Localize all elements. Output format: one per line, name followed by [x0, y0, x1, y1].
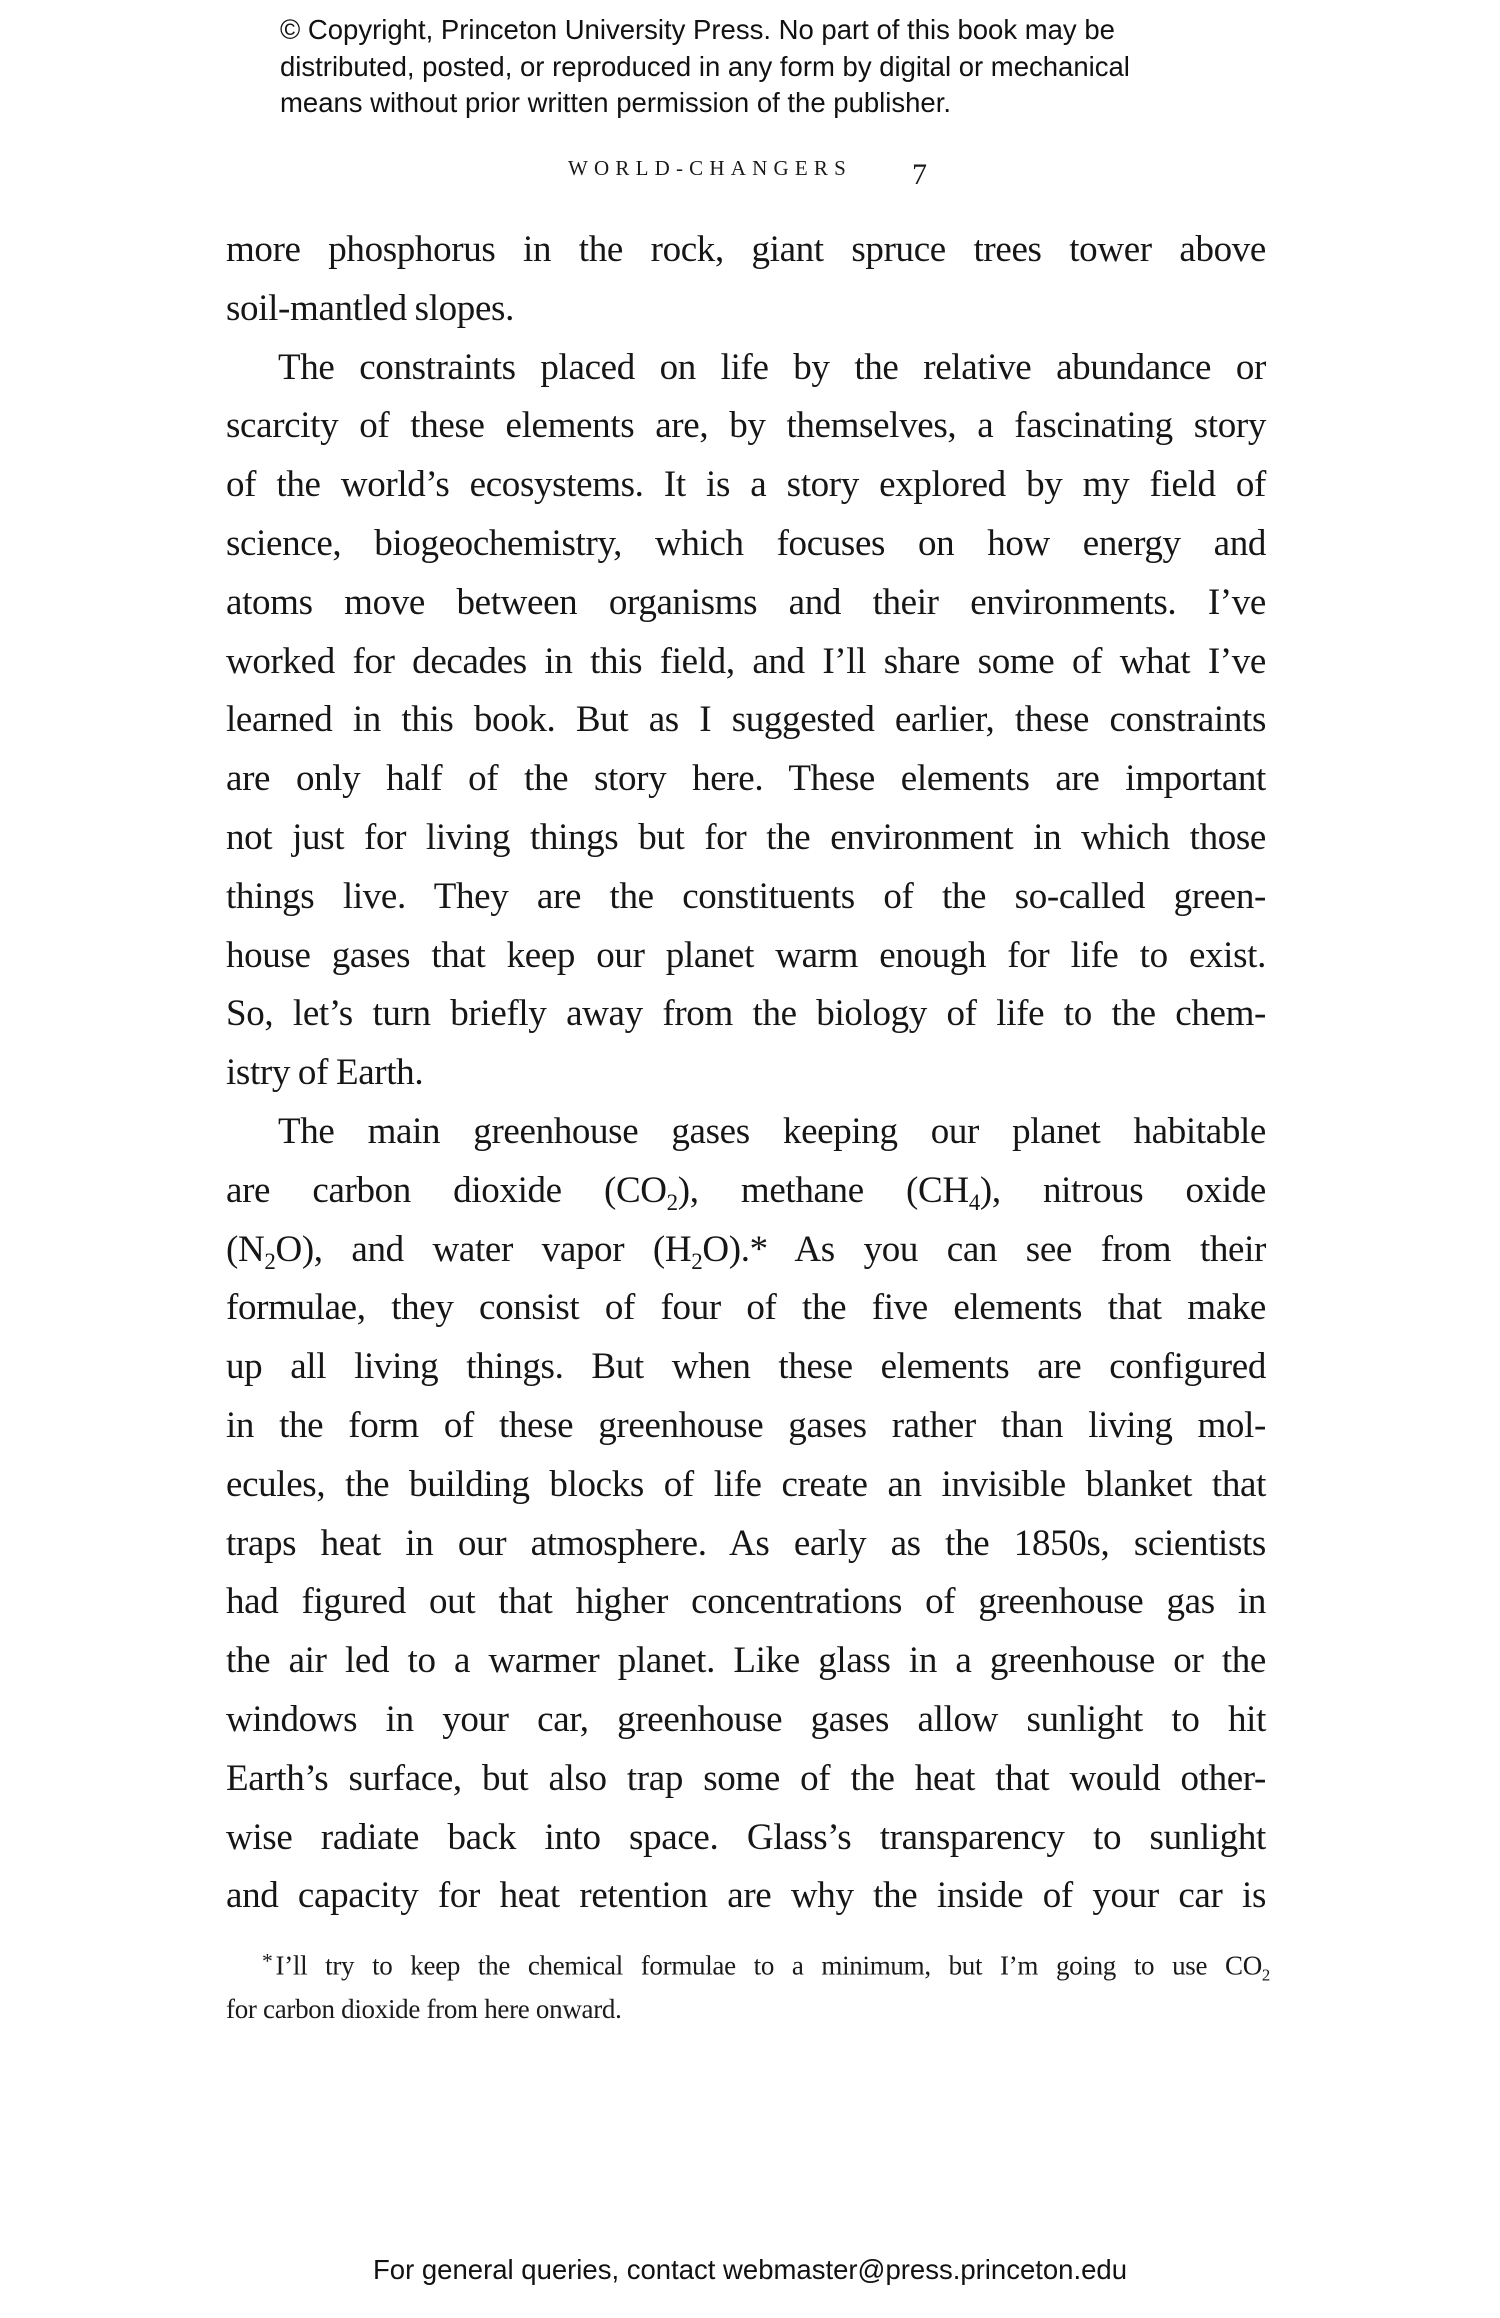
subscript: 2 — [666, 1189, 678, 1215]
text-line-content: up all living things. But when these elements are configured — [226, 1346, 1266, 1388]
text-line — [226, 1221, 1266, 1280]
footnote-marker: * — [262, 1949, 273, 1973]
subscript: 2 — [264, 1248, 276, 1274]
text-line — [226, 1338, 1266, 1397]
text-line — [226, 868, 1266, 927]
copyright-notice — [280, 12, 1240, 122]
footnote-line: for carbon dioxide from here onward. — [226, 1993, 622, 2024]
page-number: 7 — [912, 158, 927, 191]
text-line-content: learned in this book. But as I suggested earlier, these constraints — [226, 699, 1266, 741]
text-line — [226, 515, 1266, 574]
text-line-content: So, let’s turn briefly away from the biology of life to the chem- — [226, 993, 1266, 1035]
footnote-line — [226, 1940, 1270, 1988]
text-line-content: and capacity for heat retention are why the inside of your car is — [226, 1875, 1266, 1917]
text-line — [226, 927, 1266, 986]
text-line-content: The main greenhouse gases keeping our planet habitable — [278, 1110, 1266, 1152]
text-line-content: of the world’s ecosystems. It is a story explored by my field of — [226, 464, 1266, 506]
contact-footer: For general queries, contact webmaster@press.princeton.edu — [373, 2254, 1127, 2285]
copyright-line: distributed, posted, or reproduced in any form by digital or mechanical — [280, 50, 1130, 82]
text-line-content: atoms move between organisms and their environments. I’ve — [226, 581, 1266, 623]
text-segment: O), and water vapor (H — [275, 1228, 692, 1270]
text-line-content: not just for living things but for the environment in which those — [226, 816, 1266, 858]
text-line-content: things live. They are the constituents of the so-called green- — [226, 875, 1266, 917]
text-line — [226, 1162, 1266, 1221]
text-line-content: traps heat in our atmosphere. As early as the 1850s, scientists — [226, 1522, 1266, 1564]
text-line-content: in the form of these greenhouse gases rather than living mol- — [226, 1404, 1266, 1446]
text-line-content: had figured out that higher concentrations of greenhouse gas in — [226, 1581, 1266, 1623]
text-line-content: The constraints placed on life by the relative abundance or — [278, 346, 1266, 388]
text-line-content: soil-mantled slopes. — [226, 287, 514, 329]
text-line — [226, 397, 1266, 456]
text-segment: are carbon dioxide (CO — [226, 1169, 667, 1211]
text-line — [226, 691, 1266, 750]
text-line — [226, 1573, 1266, 1632]
text-line — [226, 1632, 1266, 1691]
copyright-line: © Copyright, Princeton University Press. No part of this book may be — [280, 14, 1115, 45]
text-line — [226, 280, 1266, 339]
text-segment: ), methane (CH — [677, 1169, 969, 1211]
text-line — [226, 633, 1266, 692]
running-head — [0, 152, 1500, 192]
text-line — [226, 985, 1266, 1044]
footnote — [226, 1940, 1270, 2031]
text-line — [226, 1044, 1266, 1103]
text-line — [226, 1867, 1266, 1926]
text-line — [226, 456, 1266, 515]
text-segment: O).* As you can see from their — [702, 1228, 1266, 1270]
text-line — [226, 339, 1266, 398]
text-line — [226, 1691, 1266, 1750]
text-line-content: the air led to a warmer planet. Like glass in a greenhouse or the — [226, 1640, 1266, 1682]
text-line-content: more phosphorus in the rock, giant spruce trees tower above — [226, 229, 1266, 270]
text-line-content: formulae, they consist of four of the five elements that make — [226, 1287, 1266, 1329]
text-line — [226, 1279, 1266, 1338]
text-line-content — [226, 1221, 1266, 1280]
text-line — [226, 221, 1266, 280]
text-line — [226, 1515, 1266, 1574]
text-segment: (N — [226, 1228, 265, 1270]
text-line-content: worked for decades in this field, and I’ll share some of what I’ve — [226, 640, 1266, 682]
footnote-text: I’ll try to keep the chemical formulae to a minimum, but I’m going to use CO — [275, 1950, 1262, 1981]
text-line-content: house gases that keep our planet warm enough for life to exist. — [226, 934, 1266, 976]
text-line-content: scarcity of these elements are, by themselves, a fascinating story — [226, 405, 1266, 447]
text-line — [226, 1809, 1266, 1868]
body-text — [226, 221, 1266, 1926]
subscript: 2 — [1261, 1965, 1270, 1985]
text-line-content: Earth’s surface, but also trap some of the heat that would other- — [226, 1757, 1266, 1799]
text-line-content: are only half of the story here. These elements are important — [226, 758, 1266, 800]
copyright-line: means without prior written permission of the publisher. — [280, 87, 952, 118]
text-line — [226, 1750, 1266, 1809]
text-line — [226, 750, 1266, 809]
chapter-title: WORLD-CHANGERS — [568, 156, 852, 180]
text-line-content: windows in your car, greenhouse gases allow sunlight to hit — [226, 1698, 1266, 1740]
text-line-content: istry of Earth. — [226, 1052, 424, 1094]
text-line — [226, 1456, 1266, 1515]
subscript: 2 — [691, 1248, 703, 1274]
text-line-content: science, biogeochemistry, which focuses on how energy and — [226, 522, 1266, 564]
text-line — [226, 574, 1266, 633]
text-line-content: ecules, the building blocks of life create an invisible blanket that — [226, 1463, 1266, 1505]
text-line — [226, 809, 1266, 868]
subscript: 4 — [968, 1189, 980, 1215]
text-line-content — [226, 1162, 1266, 1221]
text-line — [226, 1103, 1266, 1162]
text-segment: ), nitrous oxide — [979, 1169, 1267, 1211]
text-line-content: wise radiate back into space. Glass’s transparency to sunlight — [226, 1816, 1266, 1858]
text-line — [226, 1397, 1266, 1456]
